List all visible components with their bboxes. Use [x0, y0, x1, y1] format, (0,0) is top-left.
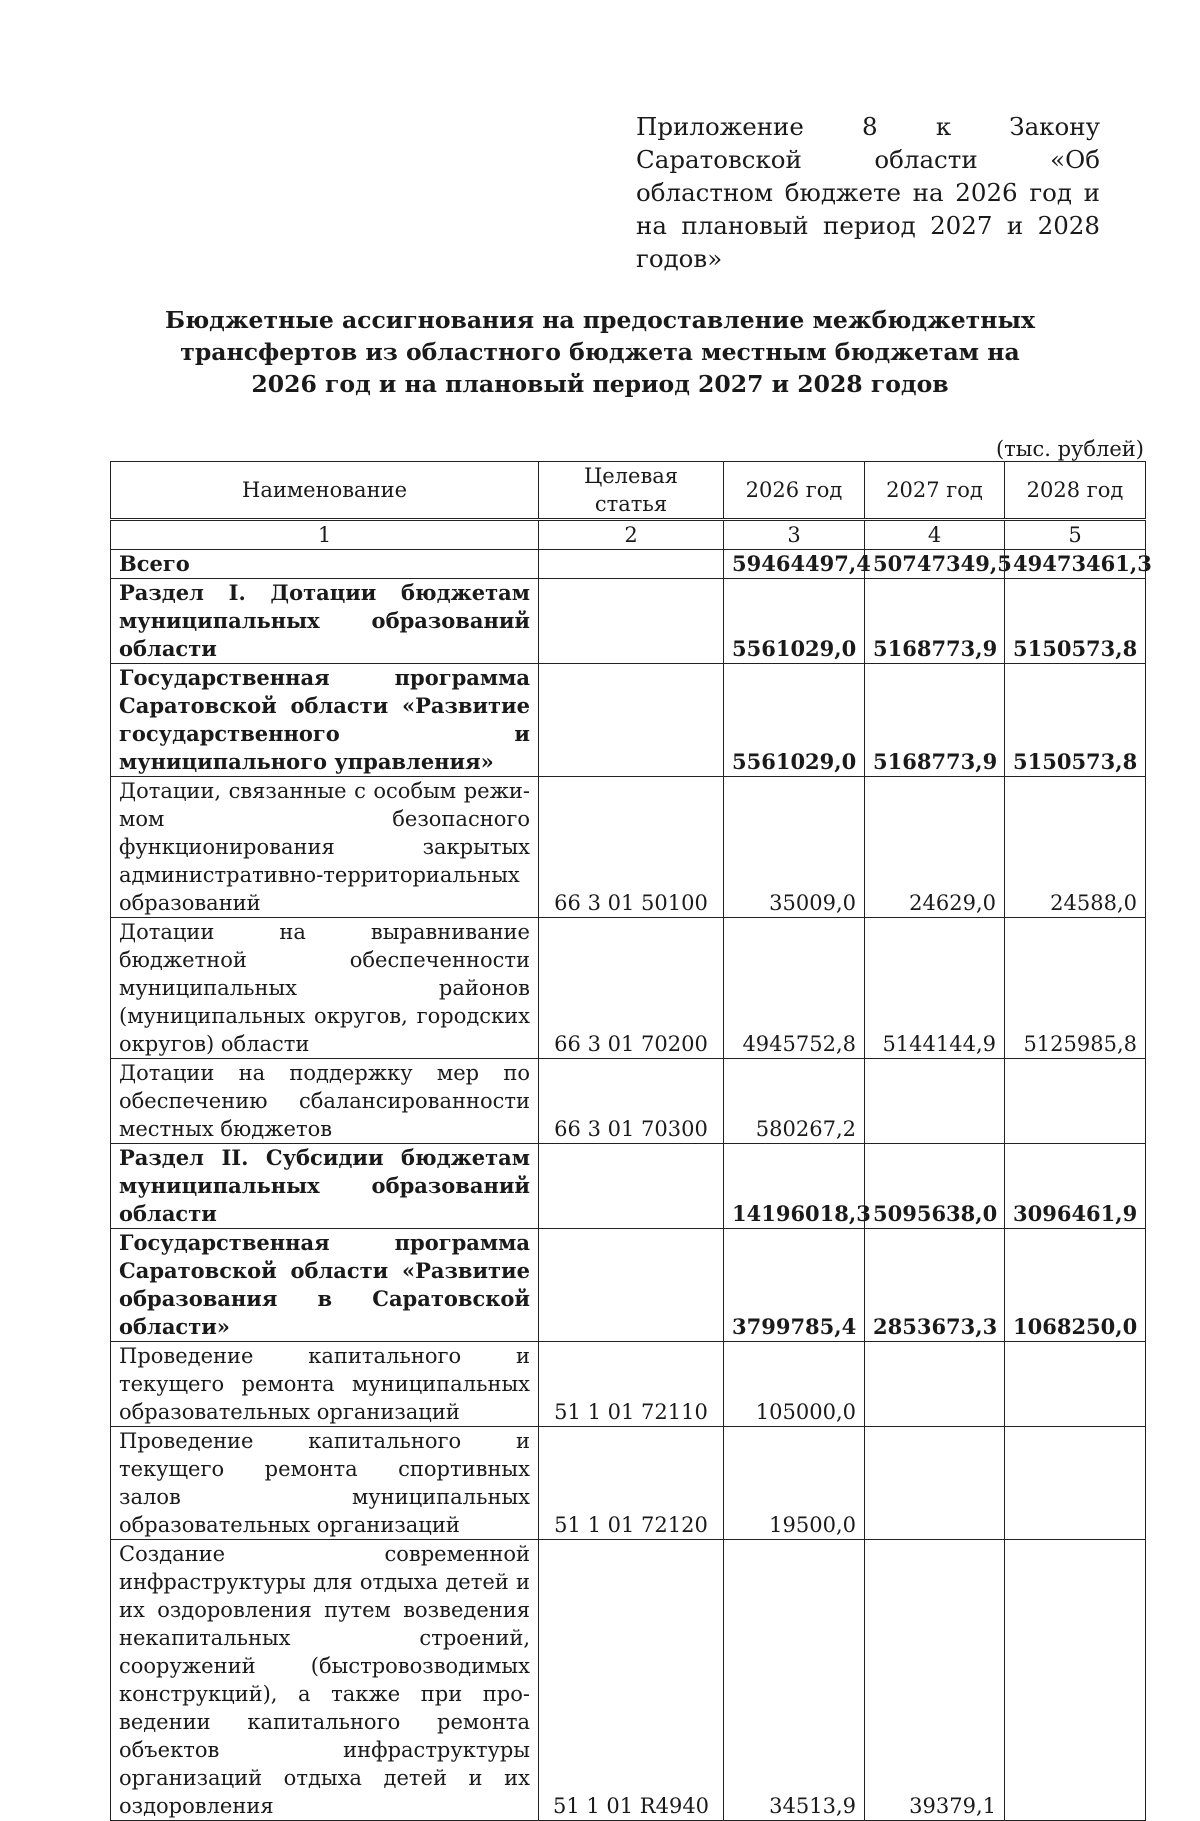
row-2028-cell: 49473461,3: [1005, 550, 1146, 579]
row-2026-cell: 35009,0: [724, 777, 865, 918]
row-2026-cell: 19500,0: [724, 1427, 865, 1540]
row-2027-cell: [865, 1427, 1005, 1540]
column-number: 4: [865, 520, 1005, 550]
row-code-cell: 51 1 01 72120: [539, 1427, 724, 1540]
column-number: 1: [111, 520, 539, 550]
row-2027-cell: [865, 1059, 1005, 1144]
row-2026-cell: 4945752,8: [724, 918, 865, 1059]
row-code-cell: [539, 1144, 724, 1229]
row-name-cell: Создание современной инфраструктуры для отдыха детей и их оздоровления путем возведения некапитальных строений, сооружений (быстровозводимых конструкций), а также при проведении капитального ремонта объектов инфраструктуры организаций отдыха детей и их оздоровления: [111, 1540, 539, 1821]
row-2027-cell: 2853673,3: [865, 1229, 1005, 1342]
row-name-cell: Всего: [111, 550, 539, 579]
row-2028-cell: [1005, 1342, 1146, 1427]
row-2027-cell: 5144144,9: [865, 918, 1005, 1059]
row-code-cell: 66 3 01 50100: [539, 777, 724, 918]
units-label: (тыс. рублей): [995, 437, 1144, 461]
row-2027-cell: 24629,0: [865, 777, 1005, 918]
header-target-article: Целевая статья: [539, 462, 724, 520]
row-name-cell: Раздел I. Дотации бюджетам муниципальных образований области: [111, 579, 539, 664]
header-2027: 2027 год: [865, 462, 1005, 520]
row-code-cell: 51 1 01 72110: [539, 1342, 724, 1427]
row-2026-cell: 5561029,0: [724, 664, 865, 777]
row-2026-cell: 3799785,4: [724, 1229, 865, 1342]
row-2027-cell: [865, 1342, 1005, 1427]
row-2028-cell: 1068250,0: [1005, 1229, 1146, 1342]
table-row: [111, 1342, 1146, 1427]
row-code-cell: [539, 550, 724, 579]
row-2026-cell: 59464497,4: [724, 550, 865, 579]
header-2028: 2028 год: [1005, 462, 1146, 520]
row-2026-cell: 34513,9: [724, 1540, 865, 1821]
row-name-cell: Раздел II. Субсидии бюджетам муниципальных образований области: [111, 1144, 539, 1229]
header-2026: 2026 год: [724, 462, 865, 520]
column-number: 5: [1005, 520, 1146, 550]
table-row: [111, 1229, 1146, 1342]
row-2028-cell: 5150573,8: [1005, 664, 1146, 777]
row-2027-cell: 5168773,9: [865, 664, 1005, 777]
row-2027-cell: 5168773,9: [865, 579, 1005, 664]
row-code-cell: [539, 1229, 724, 1342]
table-row: [111, 1427, 1146, 1540]
column-number: 2: [539, 520, 724, 550]
row-2026-cell: 14196018,3: [724, 1144, 865, 1229]
row-2026-cell: 5561029,0: [724, 579, 865, 664]
table-row: [111, 664, 1146, 777]
row-2028-cell: 3096461,9: [1005, 1144, 1146, 1229]
row-name-cell: Проведение капитального и текущего ремонта муниципальных образовательных организаций: [111, 1342, 539, 1427]
row-name-cell: Дотации на выравнивание бюджетной обеспеченности муниципальных районов (муниципальных округов, городских округов) области: [111, 918, 539, 1059]
table-row: [111, 1059, 1146, 1144]
row-2027-cell: 5095638,0: [865, 1144, 1005, 1229]
table-row: [111, 777, 1146, 918]
document-title: Бюджетные ассигнования на предоставление межбюджетных трансфертов из областного бюджета местным бюджетам на 2026 год и на плановый период 2027 и 2028 годов: [164, 306, 1036, 398]
row-2028-cell: 24588,0: [1005, 777, 1146, 918]
table-row: [111, 1540, 1146, 1821]
column-number: 3: [724, 520, 865, 550]
table-row: [111, 1144, 1146, 1229]
row-name-cell: Дотации, связанные с особым режимом безопасного функционирования закрытых административно-территориальных образований: [111, 777, 539, 918]
row-2027-cell: 50747349,5: [865, 550, 1005, 579]
table-row: [111, 918, 1146, 1059]
row-2028-cell: [1005, 1540, 1146, 1821]
table-header-row: [111, 462, 1146, 520]
row-2026-cell: 580267,2: [724, 1059, 865, 1144]
row-name-cell: Государственная программа Саратовской области «Развитие образования в Саратовской области»: [111, 1229, 539, 1342]
appendix-note: Приложение 8 к Закону Саратовской области «Об областном бюджете на 2026 год и на плановый период 2027 и 2028 годов»: [636, 112, 1100, 273]
row-code-cell: 66 3 01 70300: [539, 1059, 724, 1144]
header-name: Наименование: [111, 462, 539, 520]
row-2027-cell: 39379,1: [865, 1540, 1005, 1821]
row-2028-cell: [1005, 1059, 1146, 1144]
row-code-cell: [539, 579, 724, 664]
column-number-row: [111, 520, 1146, 550]
row-name-cell: Проведение капитального и текущего ремонта спортивных залов муниципальных образовательных организаций: [111, 1427, 539, 1540]
row-2028-cell: 5150573,8: [1005, 579, 1146, 664]
row-2028-cell: [1005, 1427, 1146, 1540]
row-code-cell: [539, 664, 724, 777]
row-2026-cell: 105000,0: [724, 1342, 865, 1427]
row-code-cell: 51 1 01 R4940: [539, 1540, 724, 1821]
budget-table: [110, 461, 1152, 1821]
row-2028-cell: 5125985,8: [1005, 918, 1146, 1059]
table-row: [111, 550, 1146, 579]
row-code-cell: 66 3 01 70200: [539, 918, 724, 1059]
table-row: [111, 579, 1146, 664]
row-name-cell: Государственная программа Саратовской области «Развитие государственного и муниципального управления»: [111, 664, 539, 777]
row-name-cell: Дотации на поддержку мер по обеспечению сбалансированности местных бюджетов: [111, 1059, 539, 1144]
